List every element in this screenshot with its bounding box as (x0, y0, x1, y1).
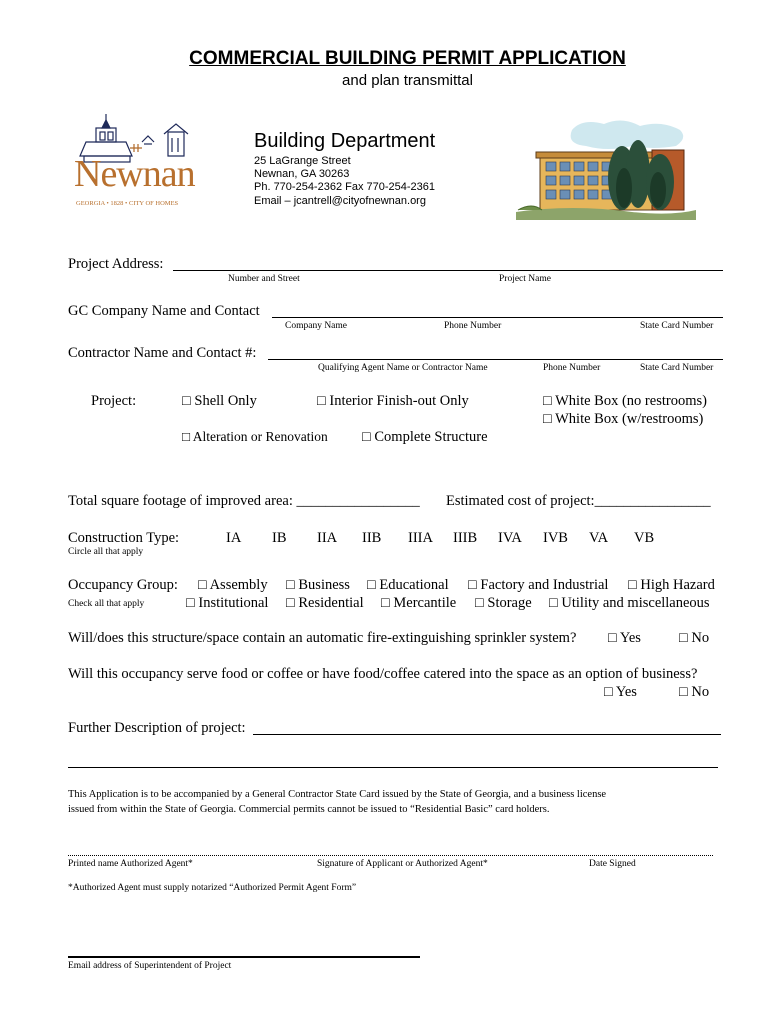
occupancy-mercantile-checkbox[interactable]: □ Mercantile (381, 595, 457, 611)
signature-line[interactable] (68, 855, 713, 856)
authorized-agent-footnote: *Authorized Agent must supply notarized “Authorized Permit Agent Form” (68, 883, 357, 893)
contractor-label: Contractor Name and Contact #: (68, 345, 257, 361)
white-box-restrooms-checkbox[interactable]: □ White Box (w/restrooms) (543, 411, 704, 427)
further-description-field-2[interactable] (68, 767, 718, 768)
date-signed-label: Date Signed (589, 859, 636, 869)
interior-finish-checkbox[interactable]: □ Interior Finish-out Only (317, 393, 469, 409)
occupancy-high-hazard-checkbox[interactable]: □ High Hazard (628, 577, 715, 593)
gc-company-field[interactable] (272, 317, 723, 318)
gc-phone-hint: Phone Number (444, 321, 502, 331)
construction-type-iiia[interactable]: IIIA (408, 530, 433, 546)
number-street-hint: Number and Street (228, 274, 300, 284)
department-phone: Ph. 770-254-2362 Fax 770-254-2361 (254, 181, 436, 193)
project-address-label: Project Address: (68, 256, 164, 272)
project-type-label: Project: (91, 393, 137, 409)
construction-type-vb[interactable]: VB (634, 530, 655, 546)
form-subtitle: and plan transmittal (342, 72, 473, 89)
construction-type-iib[interactable]: IIB (362, 530, 382, 546)
occupancy-utility-checkbox[interactable]: □ Utility and miscellaneous (549, 595, 710, 611)
construction-type-iia[interactable]: IIA (317, 530, 338, 546)
occupancy-storage-checkbox[interactable]: □ Storage (475, 595, 532, 611)
department-name: Building Department (254, 130, 436, 152)
occupancy-educational-checkbox[interactable]: □ Educational (367, 577, 449, 593)
sprinkler-question: Will/does this structure/space contain an automatic fire-extinguishing sprinkler system? (68, 630, 577, 646)
logo-word: Newnan (74, 153, 195, 195)
food-question: Will this occupancy serve food or coffee or have food/coffee catered into the space as an option of business? (68, 666, 698, 682)
company-name-hint: Company Name (285, 321, 348, 331)
complete-structure-checkbox[interactable]: □ Complete Structure (362, 429, 488, 445)
white-box-no-restrooms-checkbox[interactable]: □ White Box (no restrooms) (543, 393, 707, 409)
building-illustration (512, 116, 698, 220)
office-building-icon (512, 116, 698, 220)
occupancy-residential-checkbox[interactable]: □ Residential (286, 595, 364, 611)
signature-label: Signature of Applicant or Authorized Agent* (317, 859, 488, 869)
construction-type-iva[interactable]: IVA (498, 530, 522, 546)
further-description-field[interactable] (253, 734, 721, 735)
contractor-phone-hint: Phone Number (543, 363, 601, 373)
logo-tagline: GEORGIA • 1828 • CITY OF HOMES (76, 200, 179, 207)
occupancy-group-label: Occupancy Group: (68, 577, 178, 593)
notice-line-1: This Application is to be accompanied by a General Contractor State Card issued by the State of Georgia, and a business license (68, 789, 607, 800)
qualifying-agent-hint: Qualifying Agent Name or Contractor Name (318, 363, 488, 373)
further-description-label: Further Description of project: (68, 720, 246, 736)
project-address-field[interactable] (173, 270, 723, 271)
sprinkler-no-checkbox[interactable]: □ No (679, 630, 710, 646)
occupancy-institutional-checkbox[interactable]: □ Institutional (186, 595, 269, 611)
construction-type-label: Construction Type: (68, 530, 180, 546)
construction-type-iiib[interactable]: IIIB (453, 530, 478, 546)
occupancy-business-checkbox[interactable]: □ Business (286, 577, 350, 593)
shell-only-checkbox[interactable]: □ Shell Only (182, 393, 257, 409)
printed-name-label: Printed name Authorized Agent* (68, 859, 193, 869)
construction-type-note: Circle all that apply (68, 547, 144, 557)
food-yes-checkbox[interactable]: □ Yes (604, 684, 637, 700)
sprinkler-yes-checkbox[interactable]: □ Yes (608, 630, 641, 646)
project-name-hint: Project Name (499, 274, 551, 284)
department-city: Newnan, GA 30263 (254, 168, 350, 180)
construction-type-ivb[interactable]: IVB (543, 530, 568, 546)
superintendent-email-field[interactable] (68, 956, 420, 958)
superintendent-email-label: Email address of Superintendent of Project (68, 961, 232, 971)
contractor-field[interactable] (268, 359, 723, 360)
gc-state-card-hint: State Card Number (640, 321, 714, 331)
construction-type-va[interactable]: VA (589, 530, 609, 546)
notice-line-2: issued from within the State of Georgia. Commercial permits cannot be issued to “Residential Basic” card holders. (68, 804, 550, 815)
department-street: 25 LaGrange Street (254, 155, 351, 167)
alteration-checkbox[interactable]: □ Alteration or Renovation (182, 429, 328, 444)
construction-type-ib[interactable]: IB (272, 530, 287, 546)
square-footage-field[interactable]: Total square footage of improved area: _________________ (68, 493, 420, 509)
contractor-state-card-hint: State Card Number (640, 363, 714, 373)
form-title: COMMERCIAL BUILDING PERMIT APPLICATION (189, 48, 626, 69)
food-no-checkbox[interactable]: □ No (679, 684, 710, 700)
construction-type-ia[interactable]: IA (226, 530, 242, 546)
department-email[interactable]: Email – jcantrell@cityofnewnan.org (254, 195, 426, 207)
occupancy-group-note: Check all that apply (68, 599, 145, 609)
estimated-cost-field[interactable]: Estimated cost of project:________________ (446, 493, 711, 509)
occupancy-factory-checkbox[interactable]: □ Factory and Industrial (468, 577, 609, 593)
newnan-logo (72, 112, 200, 212)
occupancy-assembly-checkbox[interactable]: □ Assembly (198, 577, 268, 593)
gc-company-label: GC Company Name and Contact (68, 303, 260, 319)
